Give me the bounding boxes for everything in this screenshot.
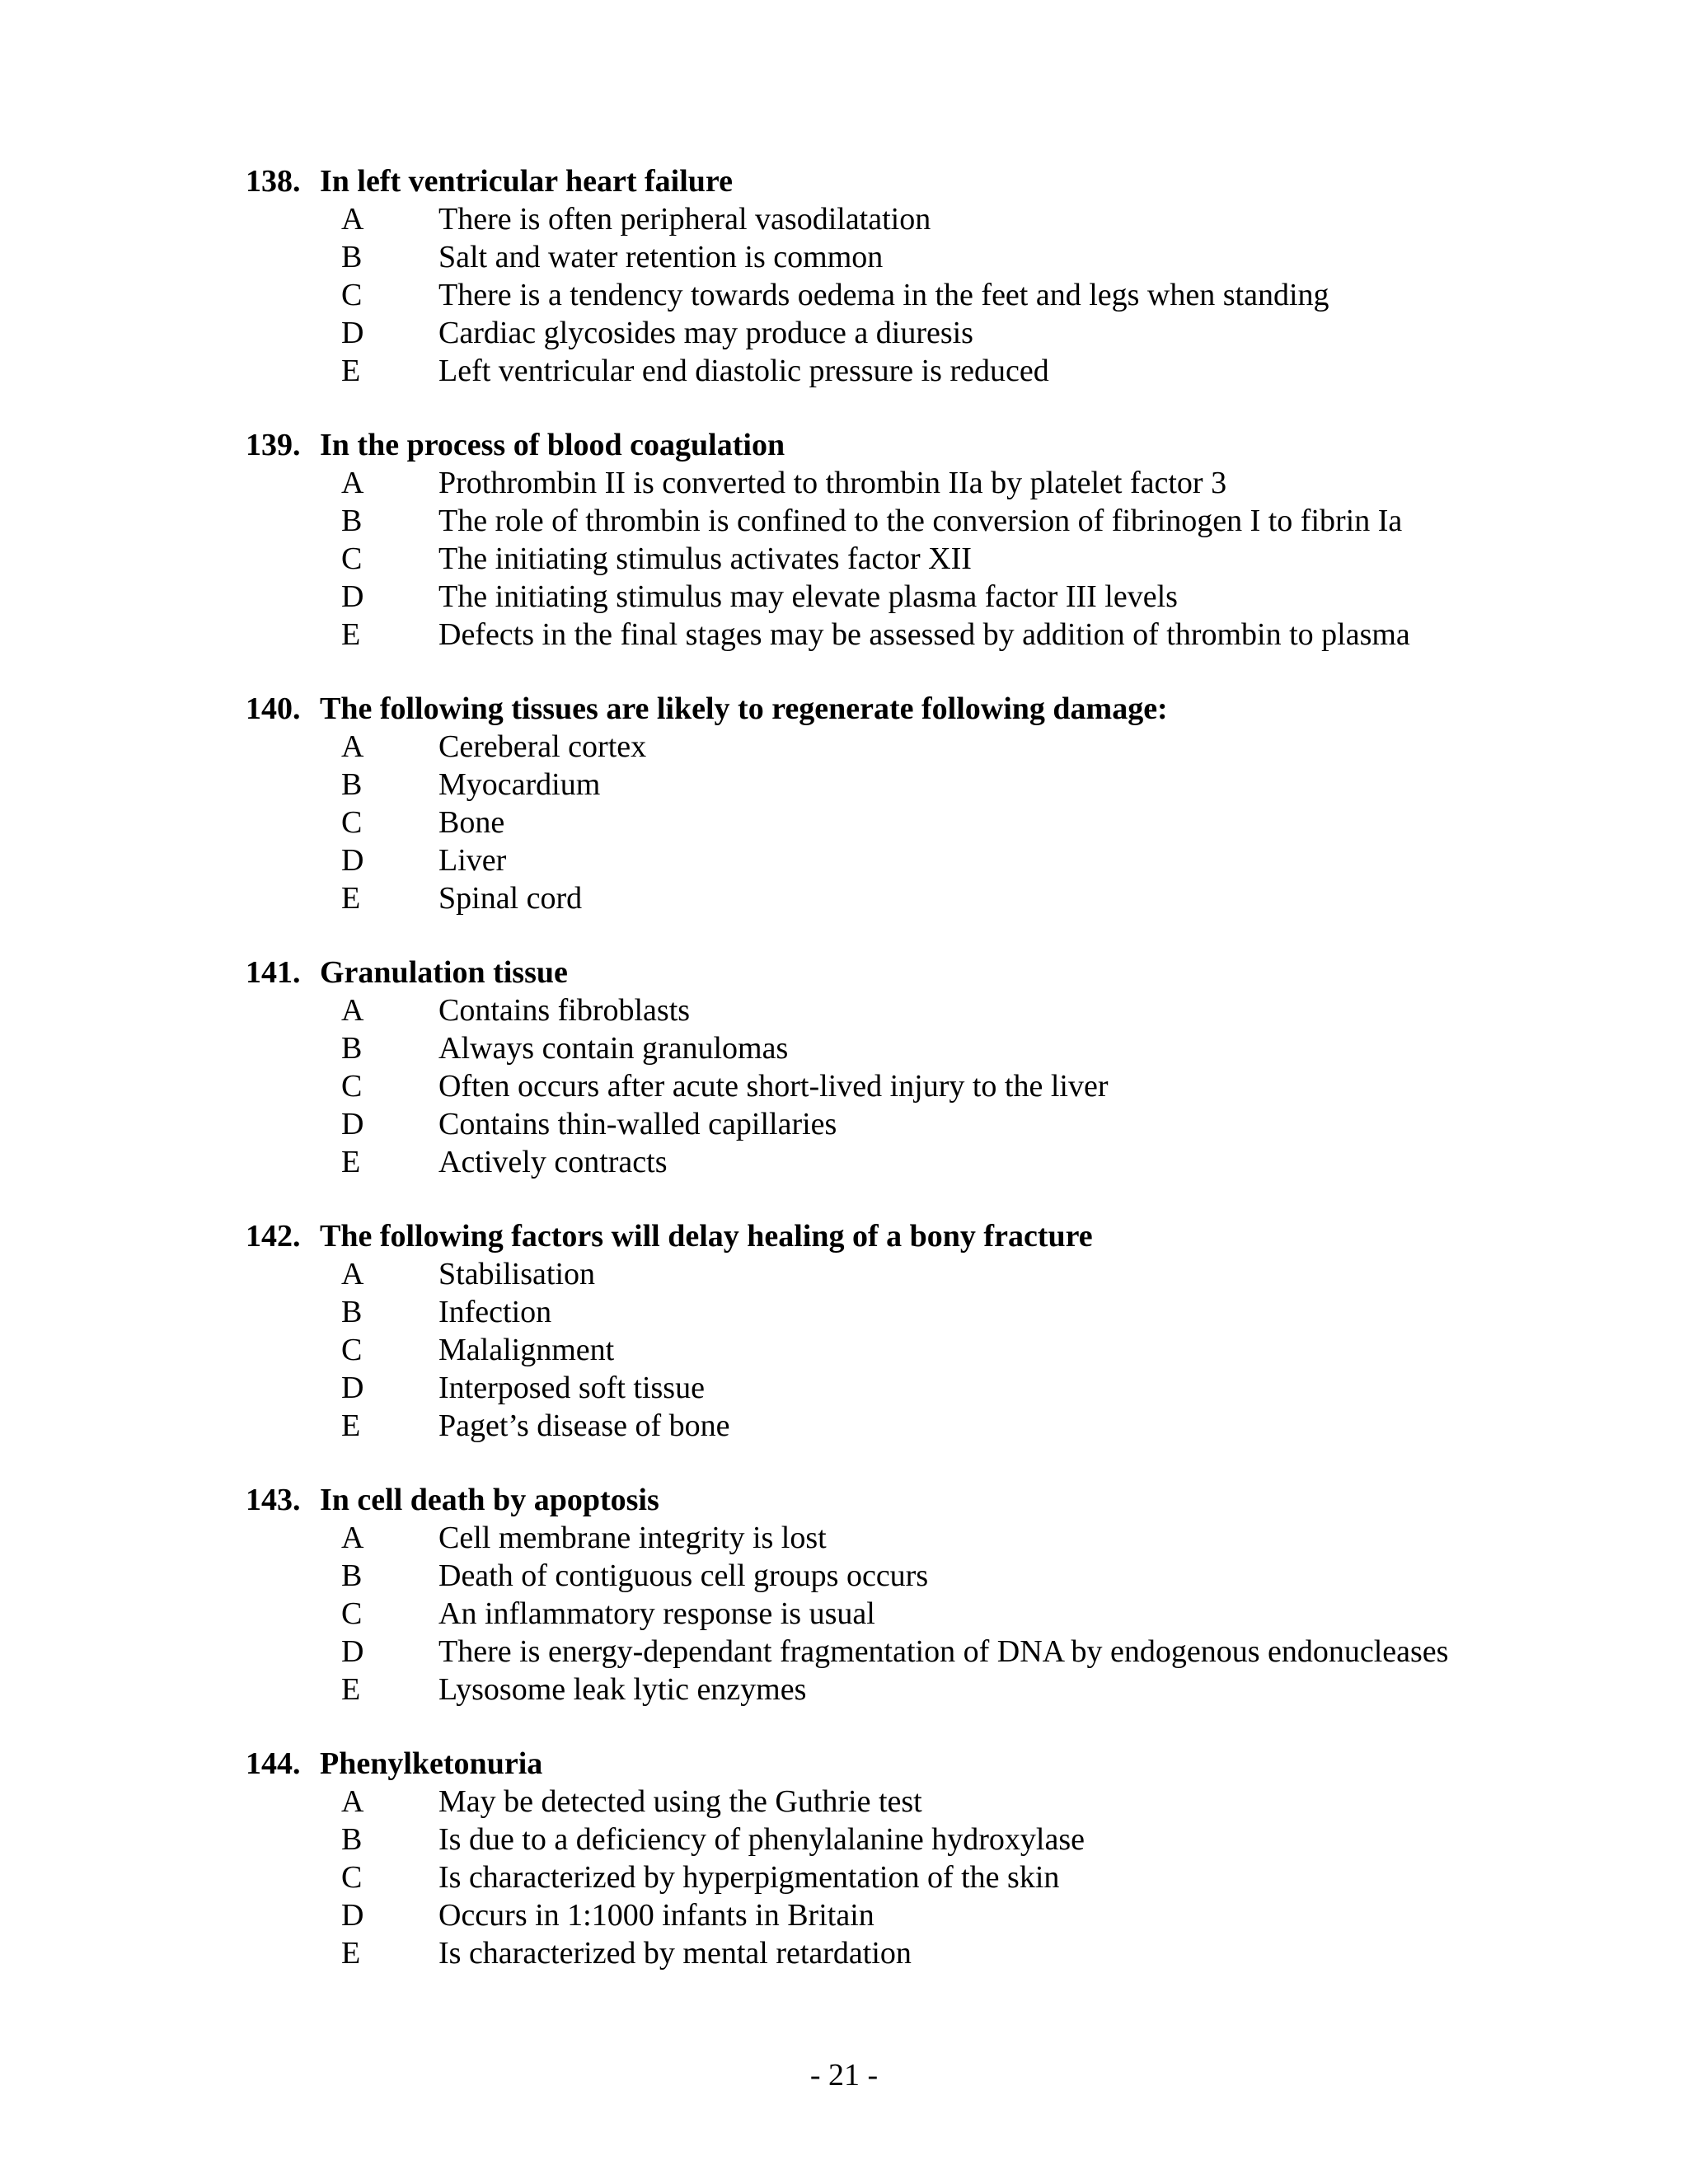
option-letter: B (341, 240, 363, 274)
answer-option (246, 1331, 1564, 1369)
answer-option (246, 314, 1564, 352)
option-text: Salt and water retention is common (438, 240, 884, 274)
option-letter: E (341, 1408, 361, 1443)
answer-option (246, 1934, 1564, 1972)
option-letter: C (341, 1069, 363, 1104)
option-text: Cardiac glycosides may produce a diuresis (438, 316, 973, 350)
option-text: Stabilisation (438, 1257, 595, 1291)
option-letter: A (341, 729, 364, 764)
option-letter: D (341, 1107, 364, 1141)
answer-option (246, 1369, 1564, 1407)
option-letter: C (341, 278, 363, 312)
question-block (246, 1745, 1564, 1972)
option-text: Often occurs after acute short-lived injury to the liver (438, 1069, 1109, 1104)
option-letter: C (341, 805, 363, 840)
option-letter: E (341, 881, 361, 916)
answer-option (246, 1671, 1564, 1708)
answer-option (246, 1293, 1564, 1331)
answer-option (246, 1029, 1564, 1067)
option-text: There is often peripheral vasodilatation (438, 202, 931, 237)
option-text: Interposed soft tissue (438, 1371, 705, 1405)
answer-option (246, 578, 1564, 616)
option-text: Contains fibroblasts (438, 993, 691, 1028)
option-text: There is a tendency towards oedema in the feet and legs when standing (438, 278, 1329, 312)
answer-option (246, 991, 1564, 1029)
question-number: 138. (246, 164, 301, 199)
question-block (246, 1481, 1564, 1708)
answer-option (246, 1858, 1564, 1896)
option-letter: E (341, 1145, 361, 1179)
answer-option (246, 1783, 1564, 1821)
option-letter: C (341, 1596, 363, 1631)
question-number: 140. (246, 691, 301, 726)
option-text: Occurs in 1:1000 infants in Britain (438, 1898, 874, 1933)
answer-option (246, 1821, 1564, 1858)
option-text: Bone (438, 805, 505, 840)
option-letter: E (341, 617, 361, 652)
option-text: The initiating stimulus activates factor XII (438, 541, 972, 576)
answer-option (246, 352, 1564, 390)
option-text: Actively contracts (438, 1145, 668, 1179)
answer-option (246, 1633, 1564, 1671)
answer-option (246, 728, 1564, 766)
option-text: Paget’s disease of bone (438, 1408, 730, 1443)
question-heading (246, 1481, 1564, 1519)
answer-option (246, 238, 1564, 276)
option-text: An inflammatory response is usual (438, 1596, 875, 1631)
answer-option (246, 1595, 1564, 1633)
option-text: Cell membrane integrity is lost (438, 1521, 827, 1555)
answer-option (246, 1407, 1564, 1445)
option-letter: D (341, 843, 364, 878)
answer-option (246, 540, 1564, 578)
option-text: Defects in the final stages may be assessed by addition of thrombin to plasma (438, 617, 1410, 652)
question-number: 143. (246, 1483, 301, 1517)
question-block (246, 954, 1564, 1181)
option-text: May be detected using the Guthrie test (438, 1784, 922, 1819)
answer-option (246, 616, 1564, 654)
option-letter: B (341, 1295, 363, 1329)
option-text: Left ventricular end diastolic pressure is reduced (438, 354, 1049, 388)
option-text: Is characterized by hyperpigmentation of the skin (438, 1860, 1060, 1895)
option-letter: D (341, 1371, 364, 1405)
option-letter: A (341, 1784, 364, 1819)
option-letter: C (341, 1333, 363, 1367)
question-title: In the process of blood coagulation (320, 428, 785, 462)
answer-option (246, 804, 1564, 841)
option-text: Spinal cord (438, 881, 583, 916)
question-number: 139. (246, 428, 301, 462)
answer-option (246, 464, 1564, 502)
answer-option (246, 200, 1564, 238)
option-letter: A (341, 1521, 364, 1555)
option-text: The initiating stimulus may elevate plasma factor III levels (438, 579, 1178, 614)
question-block (246, 690, 1564, 917)
option-letter: E (341, 1936, 361, 1971)
option-letter: A (341, 466, 364, 500)
answer-option (246, 1143, 1564, 1181)
option-letter: D (341, 316, 364, 350)
question-block (246, 1217, 1564, 1445)
option-letter: C (341, 1860, 363, 1895)
question-heading (246, 1745, 1564, 1783)
answer-option (246, 766, 1564, 804)
option-letter: B (341, 1822, 363, 1857)
option-text: Death of contiguous cell groups occurs (438, 1558, 929, 1593)
option-text: The role of thrombin is confined to the conversion of fibrinogen I to fibrin Ia (438, 504, 1403, 538)
option-letter: B (341, 1558, 363, 1593)
question-number: 142. (246, 1219, 301, 1254)
option-text: Infection (438, 1295, 552, 1329)
option-letter: D (341, 1898, 364, 1933)
option-text: There is energy-dependant fragmentation of DNA by endogenous endonucleases (438, 1634, 1449, 1669)
option-text: Always contain granulomas (438, 1031, 789, 1066)
question-title: Phenylketonuria (320, 1746, 543, 1781)
option-text: Myocardium (438, 767, 601, 802)
question-number: 144. (246, 1746, 301, 1781)
answer-option (246, 1896, 1564, 1934)
question-block (246, 162, 1564, 390)
option-letter: D (341, 1634, 364, 1669)
answer-option (246, 841, 1564, 879)
option-text: Contains thin-walled capillaries (438, 1107, 837, 1141)
question-heading (246, 954, 1564, 991)
option-text: Cereberal cortex (438, 729, 647, 764)
question-title: In cell death by apoptosis (320, 1483, 659, 1517)
answer-option (246, 1067, 1564, 1105)
option-letter: A (341, 993, 364, 1028)
option-letter: B (341, 767, 363, 802)
option-text: Prothrombin II is converted to thrombin IIa by platelet factor 3 (438, 466, 1227, 500)
page-number: - 21 - (809, 2058, 879, 2093)
question-heading (246, 426, 1564, 464)
question-heading (246, 1217, 1564, 1255)
question-title: The following tissues are likely to regenerate following damage: (320, 691, 1168, 726)
question-title: In left ventricular heart failure (320, 164, 733, 199)
answer-option (246, 1519, 1564, 1557)
answer-option (246, 879, 1564, 917)
option-letter: E (341, 1672, 361, 1707)
answer-option (246, 502, 1564, 540)
option-letter: C (341, 541, 363, 576)
question-number: 141. (246, 955, 301, 990)
question-block (246, 426, 1564, 654)
option-text: Is characterized by mental retardation (438, 1936, 912, 1971)
option-text: Liver (438, 843, 507, 878)
option-letter: E (341, 354, 361, 388)
option-text: Is due to a deficiency of phenylalanine hydroxylase (438, 1822, 1085, 1857)
question-heading (246, 162, 1564, 200)
question-title: Granulation tissue (320, 955, 568, 990)
answer-option (246, 1255, 1564, 1293)
option-letter: D (341, 579, 364, 614)
question-title: The following factors will delay healing of a bony fracture (320, 1219, 1093, 1254)
option-letter: B (341, 1031, 363, 1066)
option-text: Malalignment (438, 1333, 615, 1367)
question-heading (246, 690, 1564, 728)
answer-option (246, 1557, 1564, 1595)
option-letter: A (341, 202, 364, 237)
option-letter: B (341, 504, 363, 538)
option-letter: A (341, 1257, 364, 1291)
answer-option (246, 1105, 1564, 1143)
option-text: Lysosome leak lytic enzymes (438, 1672, 807, 1707)
answer-option (246, 276, 1564, 314)
